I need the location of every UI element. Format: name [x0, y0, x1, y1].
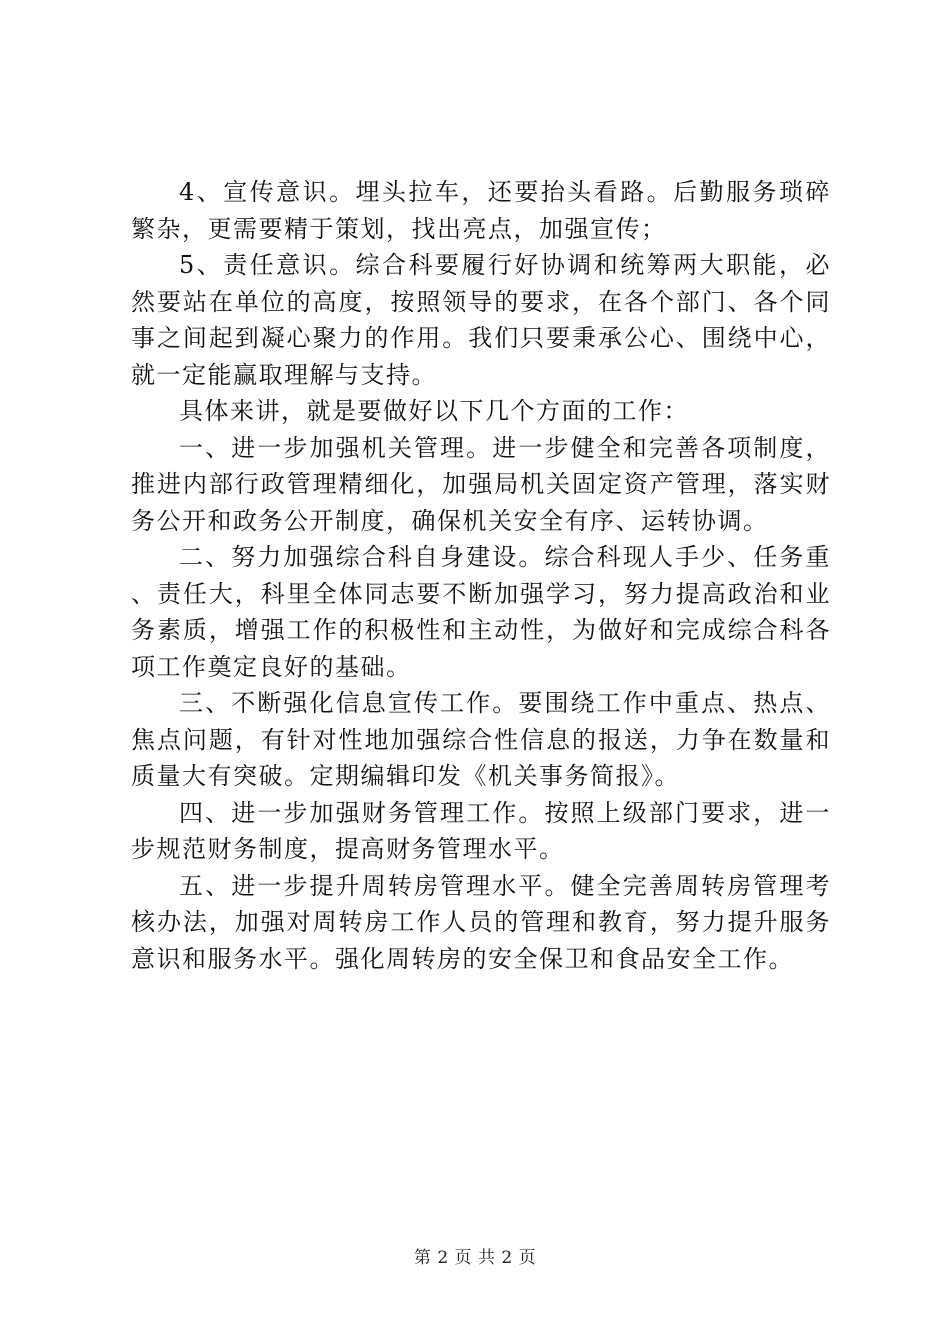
- document-body: [131, 174, 831, 977]
- paragraph-item-two: 二、努力加强综合科自身建设。综合科现人手少、任务重、责任大，科里全体同志要不断加强学习，努力提高政治和业务素质，增强工作的积极性和主动性，为做好和完成综合科各项工作奠定良好的基础。: [131, 543, 831, 681]
- paragraph-specific-intro: 具体来讲，就是要做好以下几个方面的工作：: [179, 397, 689, 425]
- paragraph-item-four: 四、进一步加强财务管理工作。按照上级部门要求，进一步规范财务制度，提高财务管理水平。: [131, 798, 831, 863]
- paragraph-publicity-awareness: 4、宣传意识。埋头拉车，还要抬头看路。后勤服务琐碎繁杂，更需要精于策划，找出亮点，加强宣传；: [131, 178, 831, 243]
- page-number-footer: 第 2 页 共 2 页: [413, 1248, 537, 1268]
- paragraph-responsibility-awareness: 5、责任意识。综合科要履行好协调和统筹两大职能，必然要站在单位的高度，按照领导的要求，在各个部门、各个同事之间起到凝心聚力的作用。我们只要秉承公心、围绕中心，就一定能赢取理解与支持。: [131, 251, 831, 389]
- paragraph-item-one: 一、进一步加强机关管理。进一步健全和完善各项制度，推进内部行政管理精细化，加强局机关固定资产管理，落实财务公开和政务公开制度，确保机关安全有序、运转协调。: [131, 433, 831, 535]
- paragraph-item-five: 五、进一步提升周转房管理水平。健全完善周转房管理考核办法，加强对周转房工作人员的管理和教育，努力提升服务意识和服务水平。强化周转房的安全保卫和食品安全工作。: [131, 871, 831, 973]
- paragraph-item-three: 三、不断强化信息宣传工作。要围绕工作中重点、热点、焦点问题，有针对性地加强综合性信息的报送，力争在数量和质量大有突破。定期编辑印发《机关事务简报》。: [131, 689, 831, 790]
